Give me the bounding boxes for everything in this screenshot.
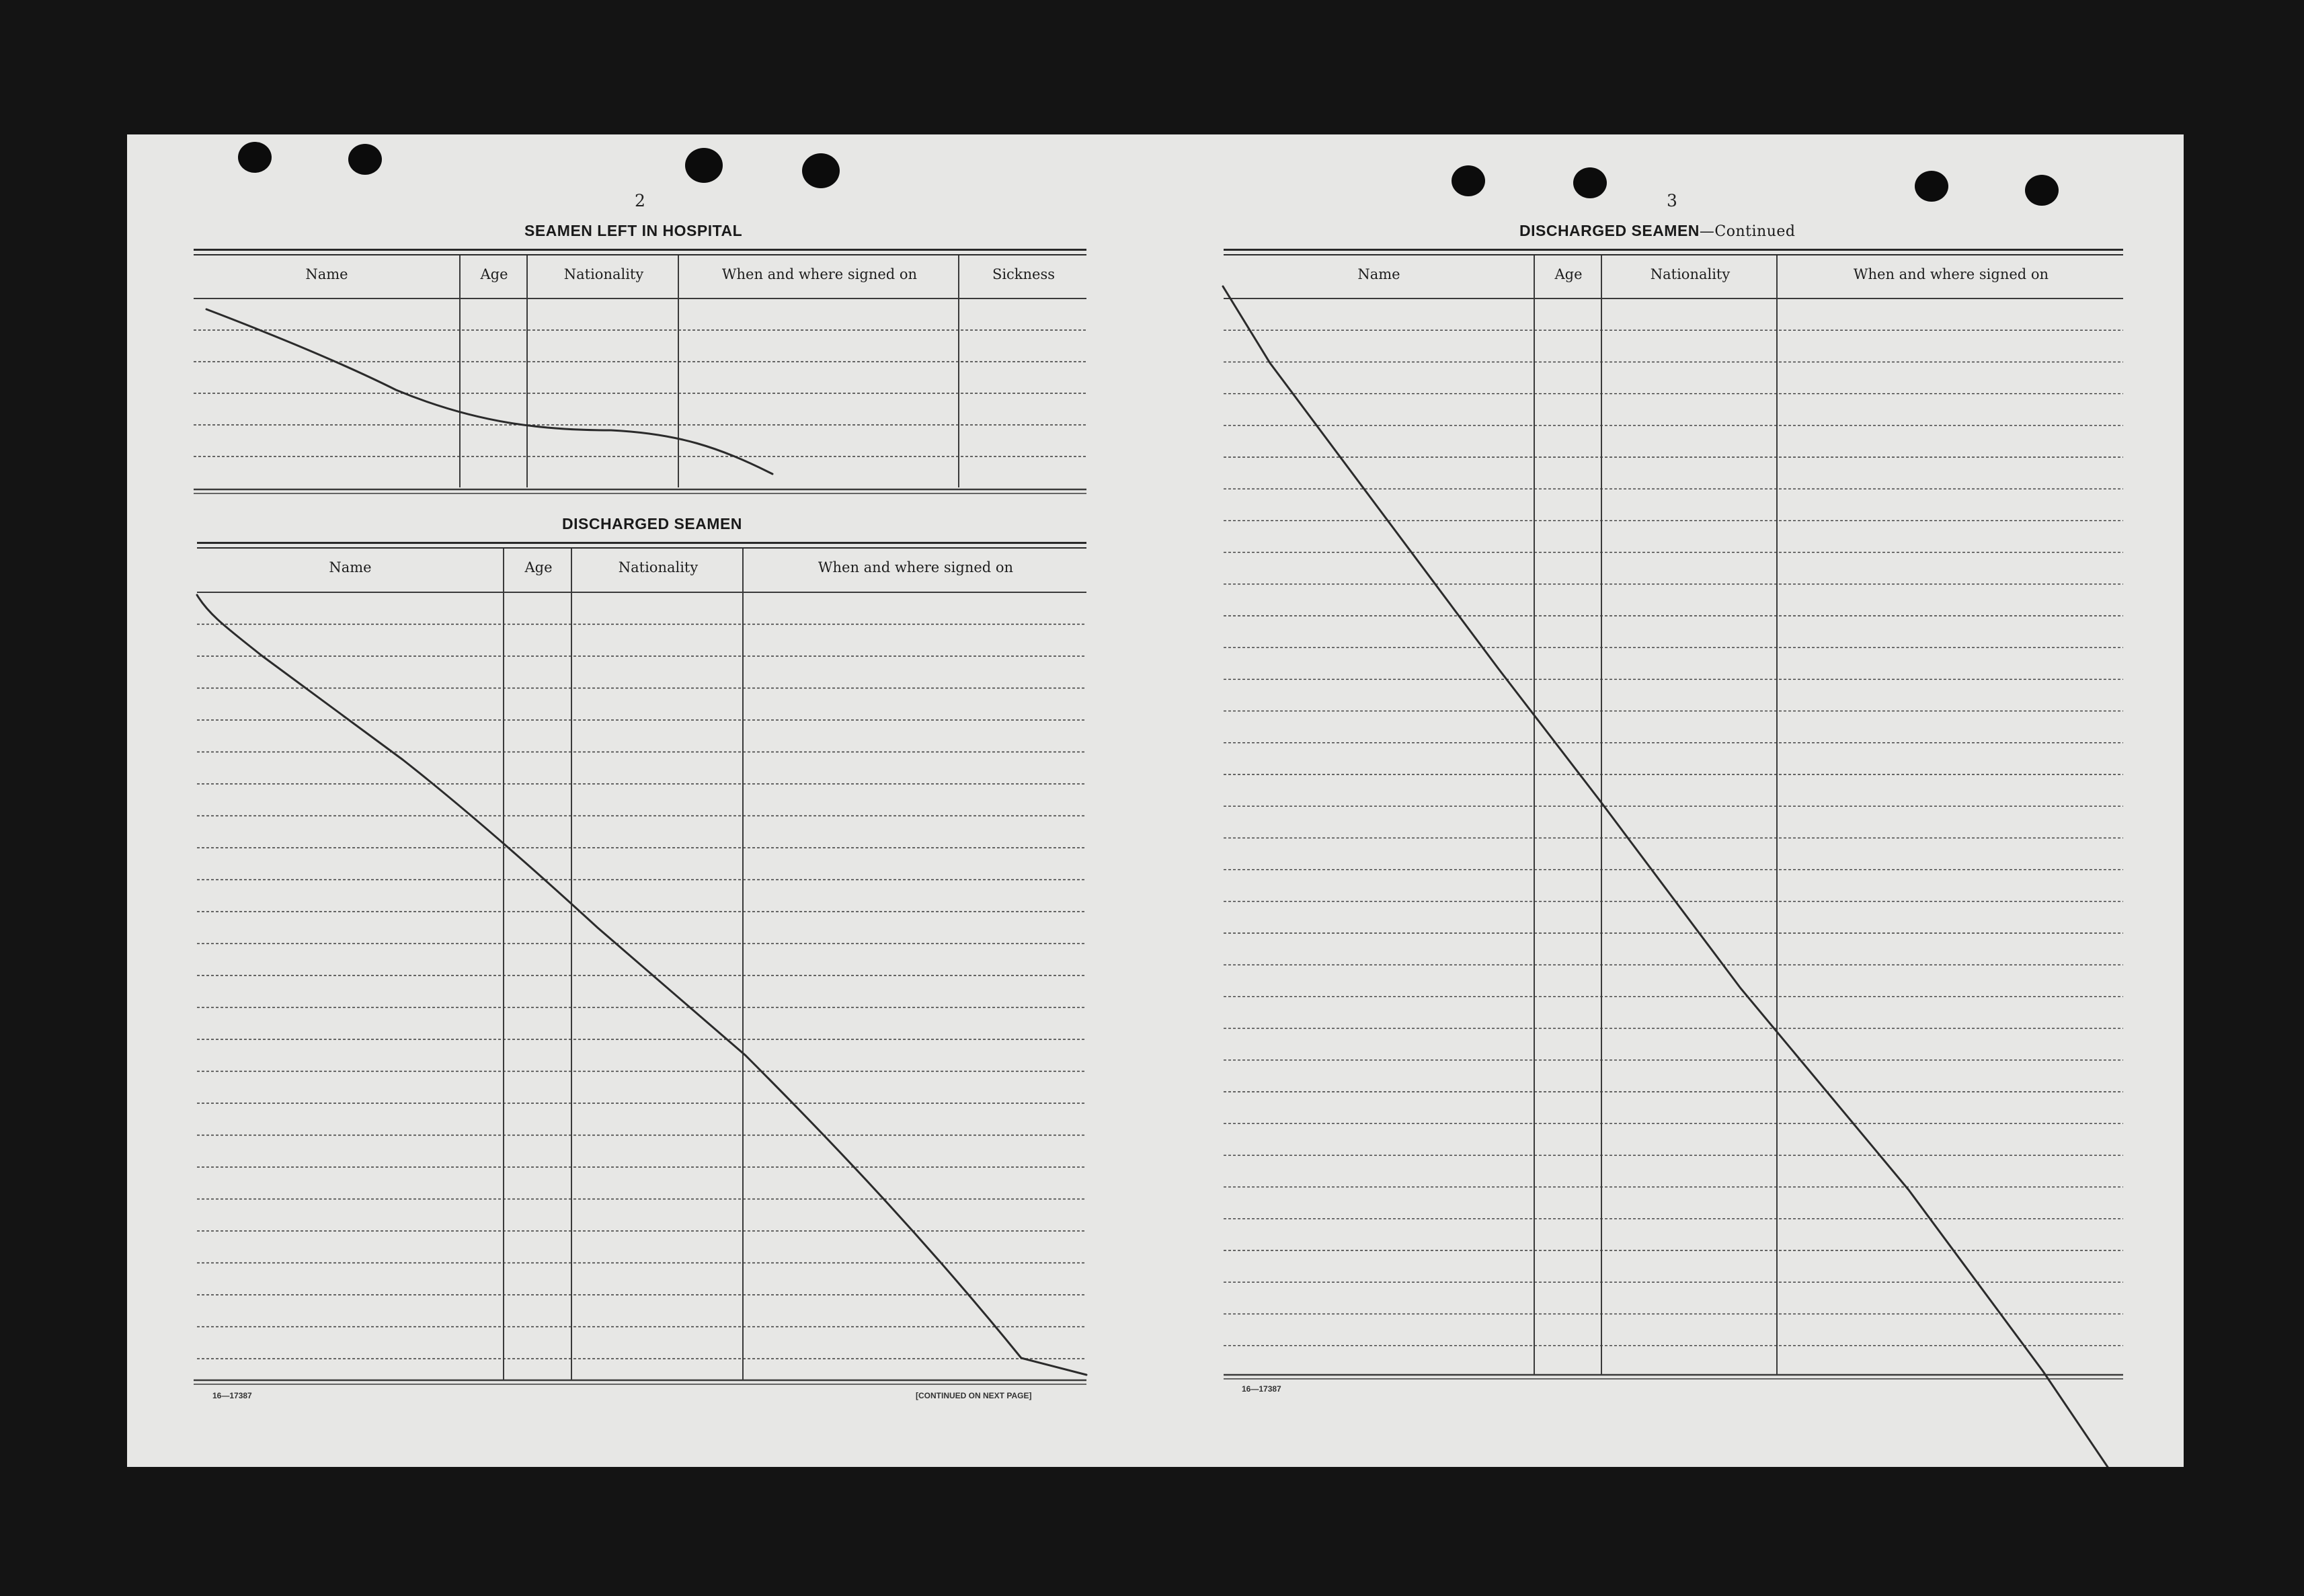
column-header-age: Age (524, 559, 553, 575)
cancel-stroke (1223, 286, 2131, 1467)
column-header-nationality: Nationality (618, 559, 699, 575)
cancel-stroke (206, 309, 772, 474)
table-grid (127, 134, 2184, 1467)
form-sheet (127, 134, 2184, 1467)
continued-note: [CONTINUED ON NEXT PAGE] (916, 1391, 1032, 1400)
column-header-name: Name (305, 266, 348, 282)
section-title-suffix: —Continued (1699, 223, 1796, 240)
column-header-sickness: Sickness (992, 266, 1056, 282)
column-header-signed-on: When and where signed on (818, 559, 1014, 575)
column-header-name: Name (329, 559, 372, 575)
column-header-nationality: Nationality (563, 266, 644, 282)
section-title-text: DISCHARGED SEAMEN (1519, 222, 1700, 239)
column-header-age: Age (480, 266, 508, 282)
cancel-stroke (197, 595, 1086, 1375)
section-title-hospital: SEAMEN LEFT IN HOSPITAL (524, 222, 743, 239)
column-header-signed-on: When and where signed on (1853, 266, 2049, 282)
page-number: 3 (1667, 191, 1677, 210)
column-header-age: Age (1554, 266, 1583, 282)
column-header-signed-on: When and where signed on (721, 266, 918, 282)
page-number: 2 (635, 191, 645, 210)
column-header-nationality: Nationality (1650, 266, 1731, 282)
form-number: 16—17387 (212, 1391, 252, 1400)
form-number: 16—17387 (1242, 1384, 1281, 1394)
column-header-name: Name (1357, 266, 1400, 282)
section-title-discharged: DISCHARGED SEAMEN (562, 515, 742, 532)
